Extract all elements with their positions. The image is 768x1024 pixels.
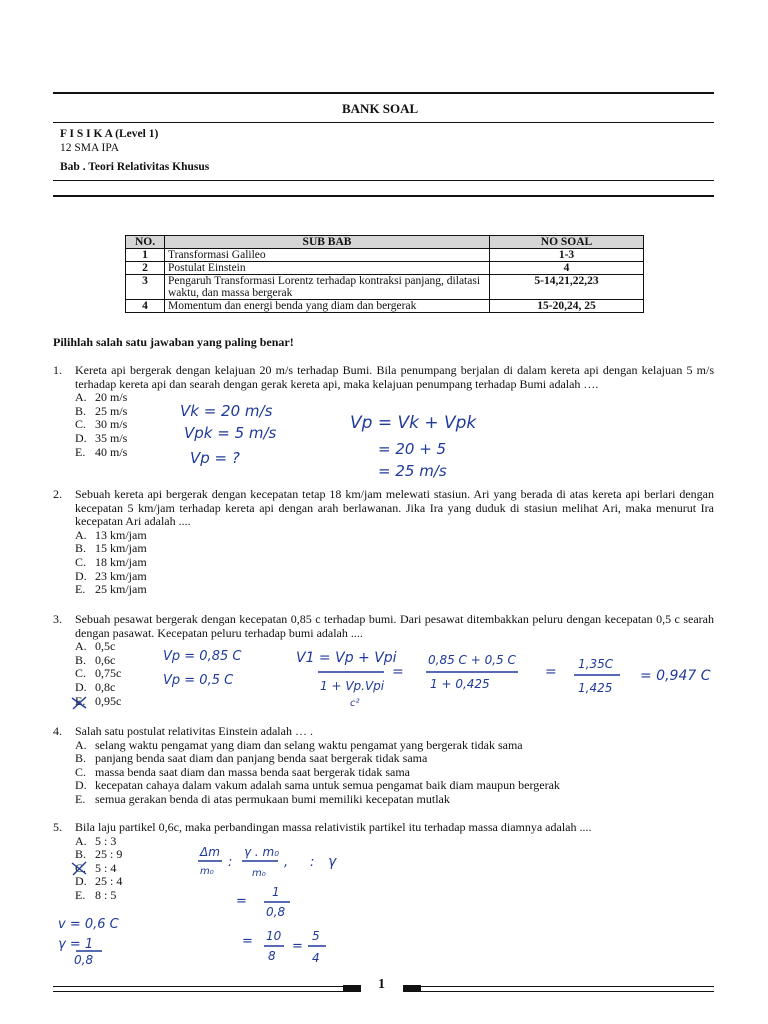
grade-label: 12 SMA IPA (60, 142, 120, 154)
question-text: Bila laju partikel 0,6c, maka perbandingan massa relativistik partikel itu terhadap massa diamnya adalah .... (75, 820, 592, 834)
option-text: 25 : 9 (95, 847, 123, 862)
hw-q3-numerator: V1 = Vp + Vpi (296, 650, 397, 666)
subject-label: F I S I K A (Level 1) (60, 128, 159, 140)
footer-rule-right-2 (403, 991, 714, 992)
hw-q5-equals-2: = (242, 934, 253, 949)
table-cell-no: 2 (126, 262, 165, 275)
hw-q5-comma: , (284, 855, 289, 870)
option-letter: B. (75, 652, 87, 667)
hw-q5-colon-1: : (228, 855, 233, 870)
table-cell-subbab: Postulat Einstein (165, 262, 490, 275)
option-text: 30 m/s (95, 417, 128, 432)
hw-q3-denominator: 1 + Vp.Vpi (320, 679, 385, 693)
option-letter: B. (75, 847, 87, 862)
option-text: 13 km/jam (95, 527, 147, 542)
option-letter: A. (75, 737, 87, 752)
hw-q1-vp-unknown: Vp = ? (190, 449, 240, 467)
hw-q3-sub-den: 1 + 0,425 (430, 677, 490, 691)
option-text: 15 km/jam (95, 541, 147, 556)
hw-q5-colon-2: : (310, 855, 315, 870)
hw-q3-equals-2: = (545, 664, 557, 680)
hw-q1-substitute: = 20 + 5 (378, 440, 447, 458)
option-letter: C. (75, 417, 87, 432)
hw-q5-delta-m: Δm (200, 845, 220, 859)
footer-marker-left (343, 985, 361, 991)
table-cell-nosoal: 5-14,21,22,23 (490, 275, 644, 300)
hw-q3-sub-num: 0,85 C + 0,5 C (428, 653, 516, 667)
hw-q1-formula: Vp = Vk + Vpk (350, 413, 477, 433)
instruction-text: Pilihlah salah satu jawaban yang paling benar! (53, 335, 294, 349)
hw-q5-gamma: γ (328, 854, 337, 870)
option-text: kecepatan cahaya dalam vakum adalah sama untuk semua pengamat baik diam maupun bergerak (95, 778, 560, 793)
option-text: panjang benda saat diam dan panjang benda saat bergerak tidak sama (95, 751, 428, 766)
table-header-nosoal: NO SOAL (490, 236, 644, 249)
option-text: 0,6c (95, 652, 116, 667)
hw-q5-five: 5 (312, 929, 320, 943)
option-text: massa benda saat diam dan massa benda saat bergerak tidak sama (95, 764, 410, 779)
question-text: Salah satu postulat relativitas Einstein adalah … . (75, 724, 313, 738)
option-text: 25 km/jam (95, 582, 147, 597)
hw-q5-gamma-m0: γ . m₀ (244, 845, 280, 859)
hw-q1-result: = 25 m/s (378, 462, 447, 480)
hw-q1-vk: Vk = 20 m/s (180, 402, 273, 420)
chapter-label: Bab . Teori Relativitas Khusus (60, 161, 210, 173)
hw-q5-m0-den: m₀ (252, 868, 266, 879)
option-letter: C. (75, 666, 87, 681)
hw-q5-equals-3: = (292, 939, 303, 954)
table-cell-no: 3 (126, 275, 165, 300)
hw-q5-ten: 10 (266, 929, 282, 943)
footer-rule-left-2 (53, 991, 361, 992)
table-cell-nosoal: 15-20,24, 25 (490, 300, 644, 313)
option-letter: B. (75, 541, 87, 556)
hw-q5-four: 4 (312, 951, 320, 965)
option-text: 0,95c (95, 693, 122, 708)
option-letter: A. (75, 390, 87, 405)
hw-q3-ratio-den: 1,425 (578, 681, 613, 695)
footer-rule-right-1 (403, 986, 714, 987)
question-number: 3. (53, 612, 62, 626)
hw-q5-gamma-def: γ = 1 (58, 937, 94, 952)
option-letter: E. (75, 887, 86, 902)
table-cell-subbab: Transformasi Galileo (165, 249, 490, 262)
hw-q3-c-squared: c² (350, 698, 360, 709)
question-number: 2. (53, 487, 62, 501)
option-text: 8 : 5 (95, 887, 117, 902)
option-text: 25 : 4 (95, 874, 123, 889)
table-cell-nosoal: 4 (490, 262, 644, 275)
hw-q1-vpk: Vpk = 5 m/s (184, 424, 277, 442)
option-letter: E. (75, 693, 86, 708)
option-letter: C. (75, 554, 87, 569)
table-cell-subbab: Pengaruh Transformasi Lorentz terhadap kontraksi panjang, dilatasi waktu, dan massa bergerak (165, 275, 490, 300)
hw-q5-cross-mark (72, 862, 86, 875)
option-letter: A. (75, 639, 87, 654)
option-text: 18 km/jam (95, 554, 147, 569)
option-text: selang waktu pengamat yang diam dan selang waktu pengamat yang bergerak tidak sama (95, 737, 523, 752)
hw-q5-gamma-den: 0,8 (74, 953, 94, 967)
option-letter: C. (75, 764, 87, 779)
option-letter: D. (75, 568, 87, 583)
hw-q3-equals-1: = (392, 664, 404, 680)
option-letter: E. (75, 444, 86, 459)
question-number: 5. (53, 820, 62, 834)
option-text: 23 km/jam (95, 568, 147, 583)
option-letter: B. (75, 403, 87, 418)
table-header-no: NO. (126, 236, 165, 249)
hw-q3-result: = 0,947 C (640, 668, 711, 684)
option-text: 5 : 4 (95, 860, 117, 875)
option-text: semua gerakan benda di atas permukaan bumi memiliki kecepatan mutlak (95, 791, 450, 806)
option-text: 0,5c (95, 639, 116, 654)
option-letter: B. (75, 751, 87, 766)
hw-q5-equals-1: = (236, 894, 247, 909)
question-text: Kereta api bergerak dengan kelajuan 20 m/s terhadap Bumi. Bila penumpang berjalan di dalam kereta api dengan kelajuan 5 m/s terhadap kereta api dan searah dengan gerak kereta api, maka kelajuan penumpang terhadap Bumi adalah …. (75, 363, 714, 391)
footer-rule-left-1 (53, 986, 361, 987)
option-letter: D. (75, 679, 87, 694)
option-letter: D. (75, 430, 87, 445)
option-text: 40 m/s (95, 444, 128, 459)
option-letter: D. (75, 874, 87, 889)
hw-q3-cross-mark (72, 697, 86, 709)
question-number: 1. (53, 363, 62, 377)
option-text: 0,75c (95, 666, 122, 681)
table-cell-subbab: Momentum dan energi benda yang diam dan bergerak (165, 300, 490, 313)
hw-q5-eight: 8 (268, 949, 276, 963)
table-cell-no: 4 (126, 300, 165, 313)
option-letter: E. (75, 582, 86, 597)
option-letter: D. (75, 778, 87, 793)
option-text: 5 : 3 (95, 833, 117, 848)
hw-q3-vpi: Vp = 0,5 C (163, 673, 234, 688)
option-text: 20 m/s (95, 390, 128, 405)
option-text: 0,8c (95, 679, 116, 694)
option-letter: E. (75, 791, 86, 806)
question-number: 4. (53, 724, 62, 738)
hw-q3-vp: Vp = 0,85 C (163, 649, 242, 664)
hw-q5-point8: 0,8 (266, 905, 286, 919)
table-header-subbab: SUB BAB (165, 236, 490, 249)
question-text: Sebuah pesawat bergerak dengan kecepatan 0,85 c terhadap bumi. Dari pesawat ditembakkan peluru dengan kecepatan 0,5 c searah dengan pasawat. Kecepatan peluru terhadap bumi adalah .... (75, 612, 714, 640)
document-title: BANK SOAL (342, 101, 419, 116)
option-text: 35 m/s (95, 430, 128, 445)
question-text: Sebuah kereta api bergerak dengan kecepatan tetap 18 km/jam melewati stasiun. Ari yang berada di atas kereta api berlari dengan kecepatan 5 km/jam terhadap kereta api dengan arah berlawanan. Jika Ira yang duduk di stasiun melihat Ari, maka menurut Ira kecepatan Ari adalah .... (75, 487, 714, 529)
option-letter: C. (75, 860, 87, 875)
option-text: 25 m/s (95, 403, 128, 418)
page-number: 1 (378, 977, 385, 992)
option-letter: A. (75, 833, 87, 848)
hw-q5-one: 1 (272, 885, 280, 899)
option-letter: A. (75, 527, 87, 542)
hw-q5-m0: m₀ (200, 866, 214, 877)
table-cell-nosoal: 1-3 (490, 249, 644, 262)
table-cell-no: 1 (126, 249, 165, 262)
hw-q5-velocity: v = 0,6 C (58, 917, 119, 932)
hw-q3-ratio-num: 1,35C (578, 657, 614, 671)
